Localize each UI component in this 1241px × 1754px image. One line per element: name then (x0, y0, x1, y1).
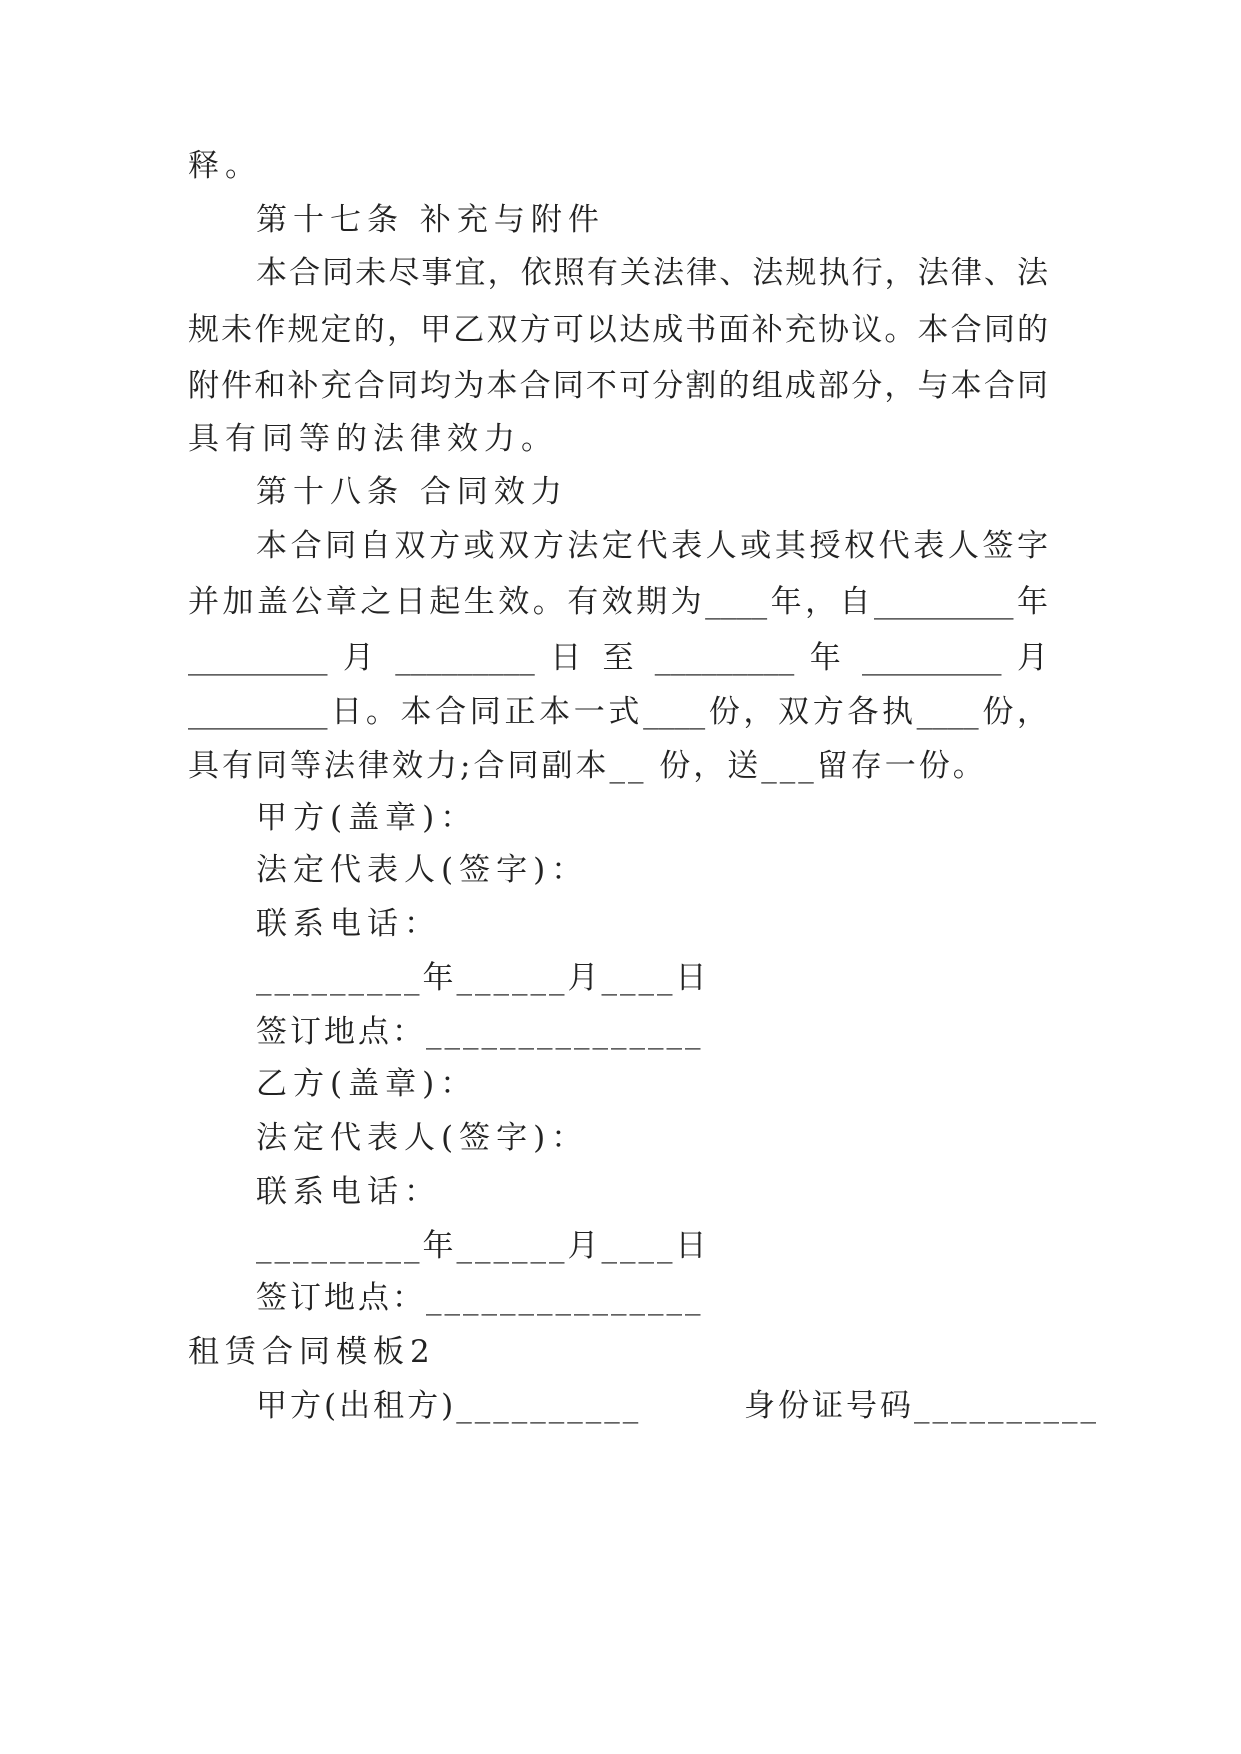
text-line: 附件和补充合同均为本合同不可分割的组成部分，与本合同 (188, 368, 1048, 404)
signature-field-label: 甲方(盖章)： (256, 800, 478, 836)
date-blank: _________年______月____日 (256, 1228, 710, 1264)
signature-field-label: 乙方(盖章)： (256, 1066, 478, 1102)
text-line: _________ 月 _________ 日 至 _________ 年 _________ 月 (188, 640, 1048, 676)
text-line: 释。 (188, 148, 262, 184)
text-line: 具有同等法律效力;合同副本__ 份，送___留存一份。 (188, 748, 987, 784)
article-heading: 第十七条 补充与附件 (256, 202, 605, 238)
text-line: 具有同等的法律效力。 (188, 421, 558, 457)
signature-field-label: 联系电话： (256, 1174, 441, 1210)
signature-field-label: 法定代表人(签字)： (256, 852, 589, 888)
text-line: 本合同自双方或双方法定代表人或其授权代表人签字 (256, 528, 1048, 564)
article-heading: 第十八条 合同效力 (256, 474, 568, 510)
text-line: 并加盖公章之日起生效。有效期为____年，自_________年 (188, 584, 1048, 620)
signing-place-field: 签订地点：_______________ (256, 1280, 704, 1316)
signing-place-field: 签订地点：_______________ (256, 1014, 704, 1050)
text-line: 规未作规定的，甲乙双方可以达成书面补充协议。本合同的 (188, 312, 1048, 348)
signature-field-label: 联系电话： (256, 906, 441, 942)
text-line: 本合同未尽事宜，依照有关法律、法规执行，法律、法 (256, 255, 1048, 291)
party-a-line: 甲方(出租方)__________ 身份证号码__________ (256, 1388, 1100, 1424)
date-blank: _________年______月____日 (256, 960, 710, 996)
section-title: 租赁合同模板2 (188, 1334, 436, 1370)
signature-field-label: 法定代表人(签字)： (256, 1120, 589, 1156)
text-line: _________日。本合同正本一式____份，双方各执____份， (188, 694, 1048, 730)
